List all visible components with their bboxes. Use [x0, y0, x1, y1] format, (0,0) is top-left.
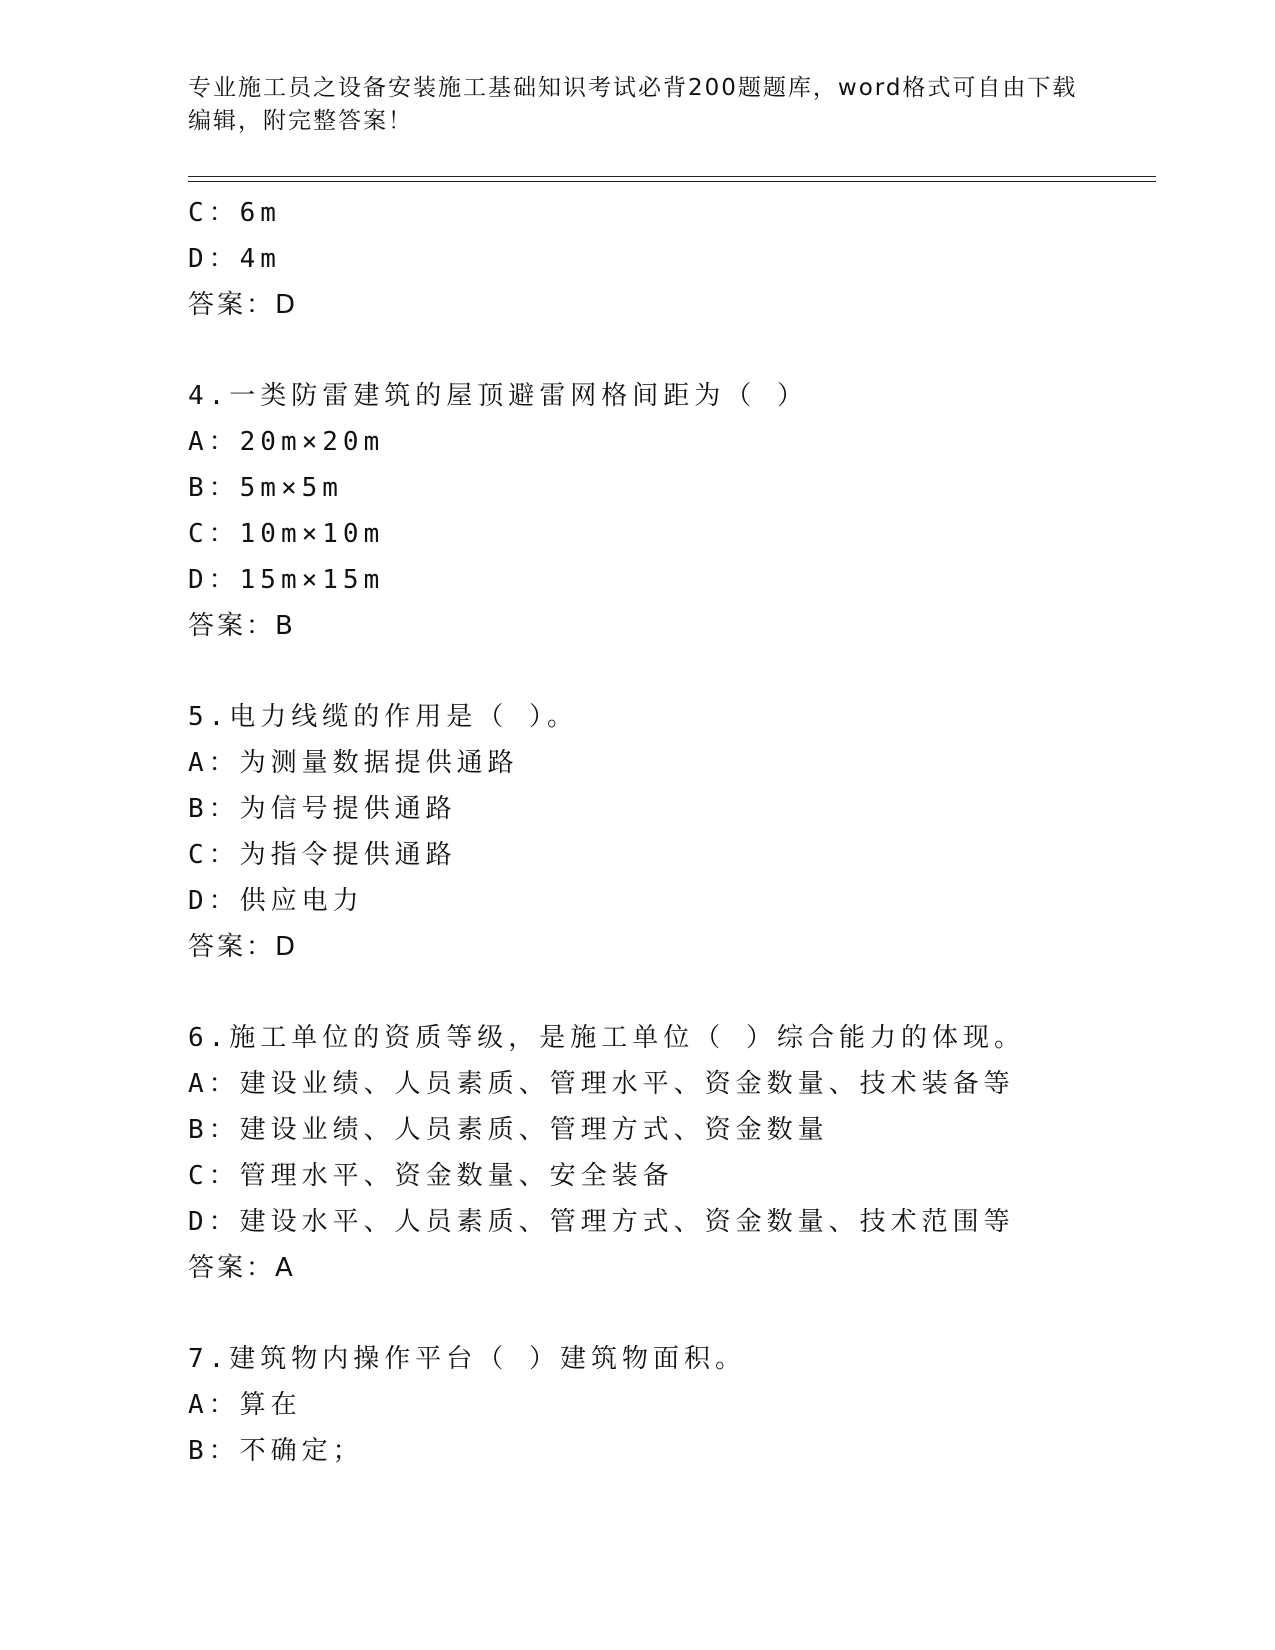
document-header	[188, 72, 1088, 138]
header-title-line-2: 编辑，附完整答案！	[188, 108, 413, 134]
spacer	[188, 1291, 1156, 1336]
option-b: B：为信号提供通路	[188, 794, 457, 824]
option-c: C：10m×10m	[188, 519, 385, 549]
option-a: A：20m×20m	[188, 427, 385, 457]
question-stem: 4.一类防雷建筑的屋顶避雷网格间距为（ ）	[188, 381, 808, 411]
option-b: B：不确定；	[188, 1436, 364, 1466]
question-list	[188, 190, 1156, 1474]
option-a: A：为测量数据提供通路	[188, 748, 519, 778]
spacer	[188, 649, 1156, 694]
question-block-3-continued	[188, 190, 1156, 328]
question-block-6	[188, 1015, 1156, 1291]
question-stem: 7.建筑物内操作平台（ ）建筑物面积。	[188, 1344, 746, 1374]
answer-line: 答案：D	[188, 932, 299, 962]
option-a: A：建设业绩、人员素质、管理水平、资金数量、技术装备等	[188, 1069, 1015, 1099]
option-c: C：6m	[188, 198, 281, 228]
option-a: A：算在	[188, 1390, 302, 1420]
question-stem: 5.电力线缆的作用是（ ）。	[188, 702, 578, 732]
option-b: B：5m×5m	[188, 473, 343, 503]
spacer	[188, 970, 1156, 1015]
option-c: C：为指令提供通路	[188, 840, 457, 870]
option-c: C：管理水平、资金数量、安全装备	[188, 1161, 674, 1191]
question-stem: 6.施工单位的资质等级，是施工单位（ ）综合能力的体现。	[188, 1023, 1025, 1053]
spacer	[188, 328, 1156, 373]
header-title-line-1: 专业施工员之设备安装施工基础知识考试必背200题题库，word格式可自由下载	[188, 75, 1078, 101]
answer-line: 答案：B	[188, 611, 296, 641]
header-divider-top	[188, 176, 1156, 177]
option-d: D：建设水平、人员素质、管理方式、资金数量、技术范围等	[188, 1207, 1015, 1237]
question-block-4	[188, 373, 1156, 649]
answer-line: 答案：A	[188, 1253, 296, 1283]
option-b: B：建设业绩、人员素质、管理方式、资金数量	[188, 1115, 829, 1145]
header-divider-bottom	[188, 181, 1156, 182]
option-d: D：15m×15m	[188, 565, 385, 595]
option-d: D：供应电力	[188, 886, 364, 916]
answer-line: 答案：D	[188, 290, 299, 320]
option-d: D：4m	[188, 244, 281, 274]
question-block-5	[188, 694, 1156, 970]
question-block-7	[188, 1336, 1156, 1474]
